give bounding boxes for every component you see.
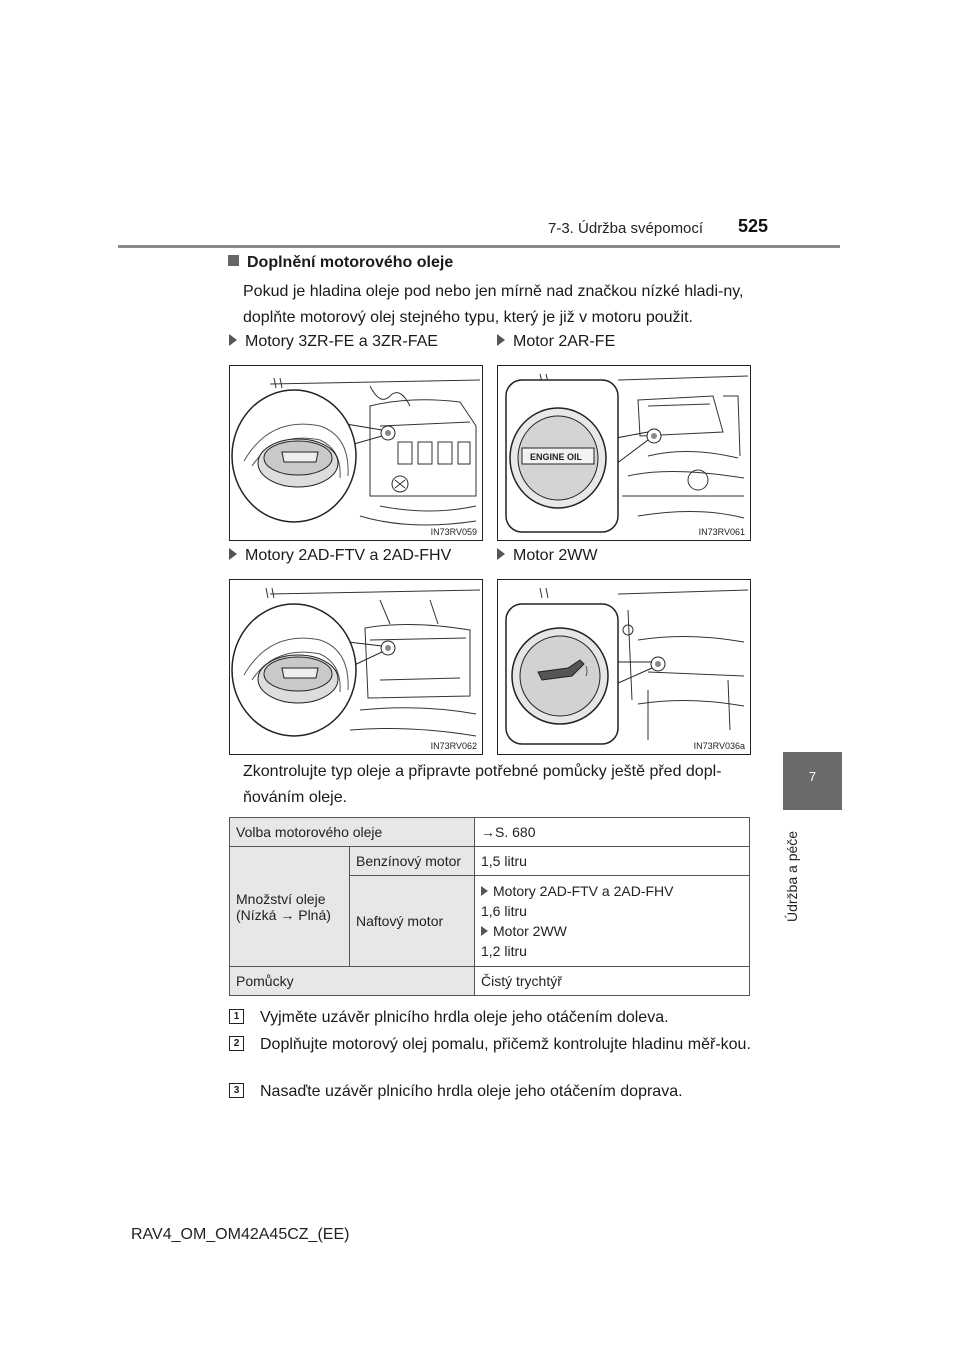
figure-engine-2ww <box>497 579 751 755</box>
engine-illustration-2ar <box>498 366 750 540</box>
chapter-tab: 7 <box>783 752 842 810</box>
arrow-bullet-icon <box>497 334 505 346</box>
arrow-bullet-icon <box>229 334 237 346</box>
petrol-engine-label: Benzínový motor <box>350 847 475 876</box>
table-row <box>230 847 750 876</box>
diesel-engine-values <box>475 876 750 967</box>
step-text-3: Nasaďte uzávěr plnicího hrdla oleje jeho otáčením doprava. <box>260 1083 683 1100</box>
section-intro: Pokud je hladina oleje pod nebo jen mírně nad značkou nízké hladi-ny, doplňte motorový olej stejného typu, který je již v motoru použit. <box>243 283 744 326</box>
figure-heading-4 <box>497 547 597 565</box>
step-number-3: 3 <box>229 1083 244 1098</box>
diesel-engine-a-value: 1,6 litru <box>481 903 527 919</box>
step-text-1: Vyjměte uzávěr plnicího hrdla oleje jeho otáčením doleva. <box>260 1009 669 1026</box>
figure-heading-1 <box>229 333 438 351</box>
figure-code: IN73RV061 <box>698 527 745 537</box>
section-title <box>228 254 453 272</box>
oil-quantity-label: Množství oleje (Nízká → Plná) <box>230 847 350 967</box>
header-divider <box>118 245 840 248</box>
step-number-2: 2 <box>229 1036 244 1051</box>
section-title-text: Doplnění motorového oleje <box>247 254 454 271</box>
arrow-bullet-icon <box>481 926 488 936</box>
engine-illustration-2ww <box>498 580 750 754</box>
section-square-icon <box>228 255 239 266</box>
diesel-engine-b-value: 1,2 litru <box>481 943 527 959</box>
figure-heading-4-text: Motor 2WW <box>513 547 598 564</box>
figure-heading-2-text: Motor 2AR-FE <box>513 333 616 350</box>
diesel-engine-b <box>481 921 743 941</box>
page-number: 525 <box>738 216 769 236</box>
figure-engine-2ar <box>497 365 751 541</box>
chapter-side-title-text: Údržba a péče <box>784 830 800 922</box>
oil-selection-label: Volba motorového oleje <box>230 818 475 847</box>
arrow-bullet-icon <box>497 548 505 560</box>
diesel-engine-a <box>481 881 743 901</box>
tools-value: Čistý trychtýř <box>475 967 750 996</box>
step-number-1: 1 <box>229 1009 244 1024</box>
oil-selection-value: →S. 680 <box>475 818 750 847</box>
chapter-side-title <box>774 812 814 932</box>
figure-heading-2 <box>497 333 615 351</box>
engine-illustration-2ad <box>230 580 482 754</box>
table-row <box>230 818 750 847</box>
arrow-bullet-icon <box>229 548 237 560</box>
running-header-section: 7-3. Údržba svépomocí <box>548 220 704 237</box>
engine-illustration-3zr <box>230 366 482 540</box>
document-code: RAV4_OM_OM42A45CZ_(EE) <box>131 1226 350 1243</box>
figure-code: IN73RV036a <box>693 741 745 751</box>
figure-engine-2ad <box>229 579 483 755</box>
figure-heading-3 <box>229 547 451 565</box>
oil-spec-table <box>229 817 750 996</box>
figure-code: IN73RV059 <box>430 527 477 537</box>
diesel-engine-label: Naftový motor <box>350 876 475 967</box>
diesel-engine-a-name: Motory 2AD-FTV a 2AD-FHV <box>493 883 674 899</box>
figure-heading-1-text: Motory 3ZR-FE a 3ZR-FAE <box>245 333 438 350</box>
figure-code: IN73RV062 <box>430 741 477 751</box>
tools-label: Pomůcky <box>230 967 475 996</box>
figure-engine-3zr <box>229 365 483 541</box>
table-row <box>230 967 750 996</box>
diesel-engine-b-name: Motor 2WW <box>493 923 567 939</box>
arrow-bullet-icon <box>481 886 488 896</box>
figure-heading-3-text: Motory 2AD-FTV a 2AD-FHV <box>245 547 452 564</box>
preparation-note: Zkontrolujte typ oleje a připravte potřebné pomůcky ještě před dopl-ňováním oleje. <box>243 763 722 806</box>
petrol-engine-value: 1,5 litru <box>475 847 750 876</box>
cap-label: ENGINE OIL <box>530 452 583 462</box>
step-text-2: Doplňujte motorový olej pomalu, přičemž kontrolujte hladinu měř-kou. <box>260 1036 751 1053</box>
